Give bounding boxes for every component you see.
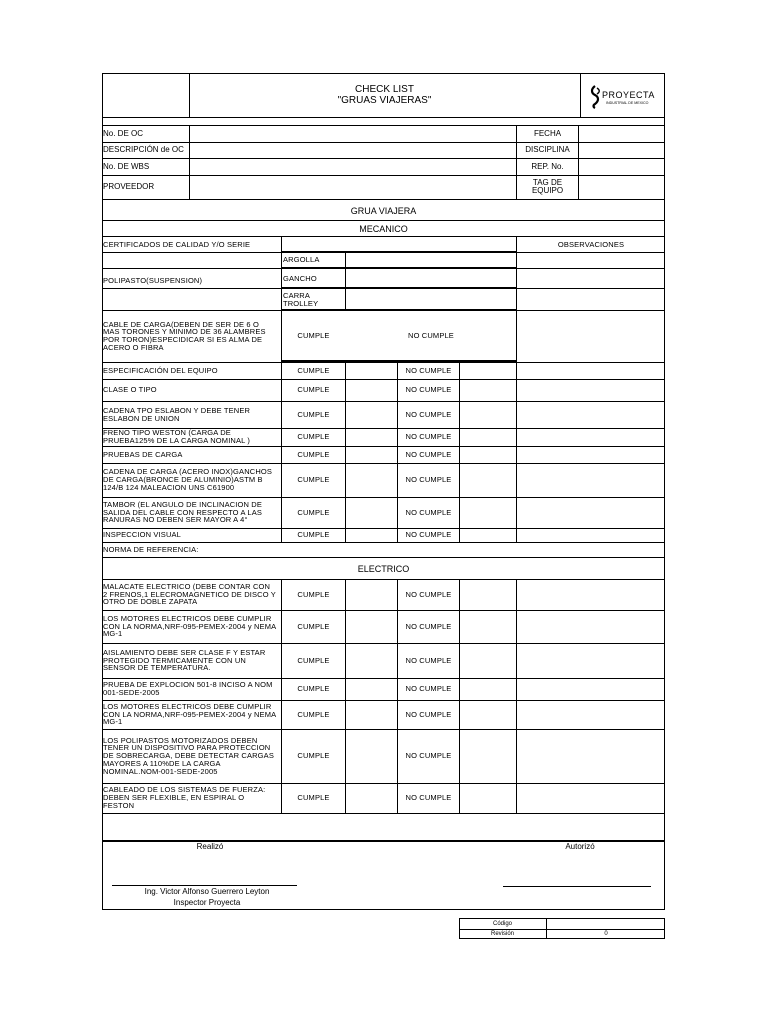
mech-cumple-check[interactable]: [346, 401, 397, 428]
mech-item-label: CADENA TPO ESLABON Y DEBE TENER ESLABON DE UNION: [103, 405, 251, 423]
elec-observaciones[interactable]: [517, 643, 665, 678]
polipasto-label: POLIPASTO(SUSPENSION): [103, 276, 203, 286]
realizo-label: Realizó: [196, 842, 224, 851]
elec-cumple[interactable]: CUMPLE: [297, 793, 330, 803]
logo-subtext: INDUSTRIAL DE MEXICO: [606, 101, 649, 105]
mech-no-cumple-check[interactable]: [460, 463, 516, 497]
proyecta-logo: [589, 83, 659, 111]
mech-observaciones[interactable]: [517, 401, 665, 428]
header-divider-right: [580, 73, 581, 118]
elec-cumple[interactable]: CUMPLE: [297, 751, 330, 761]
mech-cumple-check[interactable]: [346, 446, 397, 463]
carra-trolley-label: CARRA TROLLEY: [283, 290, 319, 308]
elec-no-cumple-check[interactable]: [460, 729, 516, 783]
elec-item-label: LOS POLIPASTOS MOTORIZADOS DEBEN TENER UN DISPOSITIVO PARA PROTECCION DE SOBRECARGA, DEBE DETECTAR CARGAS MAYORES A 110%DE LA CARGA NOMINAL.NOM-001-SEDE-2005: [103, 735, 274, 776]
mech-cumple[interactable]: CUMPLE: [297, 530, 330, 540]
mech-observaciones[interactable]: [517, 379, 665, 401]
mech-observaciones[interactable]: [517, 528, 665, 542]
elec-no-cumple-check[interactable]: [460, 783, 516, 813]
mech-no-cumple[interactable]: NO CUMPLE: [405, 409, 452, 419]
header-bottom-rule: [102, 117, 665, 118]
autorizo-label: Autorizó: [565, 842, 595, 851]
elec-cumple-check[interactable]: [346, 729, 397, 783]
elec-cumple[interactable]: CUMPLE: [297, 621, 330, 631]
autorizo-signature-line: [503, 886, 651, 887]
cable-label: CABLE DE CARGA(DEBEN DE SER DE 6 O MAS TORONES Y MINIMO DE 36 ALAMBRES POR TORON)ESPECIDICAR SI ES ALMA DE ACERO O FIBRA: [103, 319, 266, 352]
codigo-label: Código: [492, 921, 512, 927]
inspector-role: Inspector Proyecta: [173, 897, 241, 907]
mech-observaciones[interactable]: [517, 497, 665, 528]
cable-no-cumple[interactable]: NO CUMPLE: [408, 331, 454, 341]
rep-label: REP. No.: [531, 161, 564, 171]
inspector-name: Ing. Victor Alfonso Guerrero Leyton: [144, 886, 270, 896]
mech-rule-thick-2: [281, 287, 517, 289]
elec-cumple-check[interactable]: [346, 610, 397, 643]
mech-cumple[interactable]: CUMPLE: [297, 365, 330, 375]
desc-field[interactable]: [190, 142, 516, 158]
elec-observaciones[interactable]: [517, 700, 665, 729]
mech-no-cumple-check[interactable]: [460, 401, 516, 428]
mech-no-cumple-check[interactable]: [460, 528, 516, 542]
info-rule-4: [102, 199, 665, 200]
elec-no-cumple[interactable]: NO CUMPLE: [405, 793, 452, 803]
mech-no-cumple-check[interactable]: [460, 362, 516, 379]
elec-item-label: PRUEBA DE EXPLOCION 501-8 INCISO A NOM 001-SEDE-2005: [103, 680, 273, 697]
mech-no-cumple[interactable]: NO CUMPLE: [405, 507, 452, 517]
mech-no-cumple[interactable]: NO CUMPLE: [405, 365, 452, 375]
mech-item-label: PRUEBAS DE CARGA: [103, 449, 183, 459]
mech-cumple-check[interactable]: [346, 379, 397, 401]
elec-no-cumple-check[interactable]: [460, 700, 516, 729]
elec-item-label: MALACATE ELECTRICO (DEBE CONTAR CON 2 FRENOS,1 ELECROMAGNETICO DE DISCO Y OTRO DE DOBLE ZAPATA: [103, 581, 276, 607]
elec-no-cumple[interactable]: NO CUMPLE: [405, 684, 452, 694]
elec-no-cumple-check[interactable]: [460, 643, 516, 678]
elec-observaciones[interactable]: [517, 729, 665, 783]
mech-cumple-check[interactable]: [346, 463, 397, 497]
mecanico-section-title: MECANICO: [359, 223, 408, 234]
mech-no-cumple-check[interactable]: [460, 497, 516, 528]
logo-wordmark: PROYECTA: [602, 90, 655, 100]
elec-cumple[interactable]: CUMPLE: [297, 589, 330, 599]
fecha-label: FECHA: [533, 129, 562, 138]
mech-observaciones[interactable]: [517, 463, 665, 497]
disciplina-field[interactable]: [579, 142, 665, 158]
wbs-field[interactable]: [190, 158, 516, 175]
form-title-line2: "GRUAS VIAJERAS": [337, 95, 432, 106]
mech-item-label: FRENO TIPO WESTON (CARGA DE PRUEBA125% DE LA CARGA NOMINAL ): [103, 428, 251, 445]
mech-item-label: INSPECCION VISUAL: [103, 530, 181, 540]
cable-cumple[interactable]: CUMPLE: [297, 331, 330, 341]
elec-no-cumple[interactable]: NO CUMPLE: [405, 709, 452, 719]
oc-field[interactable]: [190, 126, 516, 142]
mech-cumple[interactable]: CUMPLE: [297, 507, 330, 517]
elec-cumple-check[interactable]: [346, 783, 397, 813]
mech-no-cumple-check[interactable]: [460, 428, 516, 446]
elec-item-label: CABLEADO DE LOS SISTEMAS DE FUERZA: DEBEN SER FLEXIBLE, EN ESPIRAL O FESTON: [103, 785, 266, 810]
gancho-label: GANCHO: [283, 273, 317, 283]
proveedor-field[interactable]: [190, 175, 516, 199]
elec-cumple[interactable]: CUMPLE: [297, 684, 330, 694]
mech-no-cumple[interactable]: NO CUMPLE: [405, 475, 452, 485]
elec-no-cumple-check[interactable]: [460, 678, 516, 700]
mech-no-cumple-check[interactable]: [460, 446, 516, 463]
elec-cumple[interactable]: CUMPLE: [297, 655, 330, 665]
disciplina-label: DISCIPLINA: [525, 145, 570, 154]
elec-no-cumple[interactable]: NO CUMPLE: [405, 751, 452, 761]
proveedor-label: PROVEEDOR: [103, 182, 155, 191]
argolla-label: ARGOLLA: [283, 255, 320, 265]
mech-cumple-check[interactable]: [346, 428, 397, 446]
grua-section-title: GRUA VIAJERA: [350, 206, 417, 216]
mech-cumple-check[interactable]: [346, 528, 397, 542]
elec-observaciones[interactable]: [517, 783, 665, 813]
oc-label: No. DE OC: [103, 129, 144, 138]
tag-label: TAG DE EQUIPO: [531, 178, 564, 195]
mech-item-label: TAMBOR (EL ANGULO DE INCLINACION DE SALIDA DEL CABLE CON RESPECTO A LAS RANURAS NO DEBEN SER MAYOR A 4°: [103, 499, 263, 525]
mech-no-cumple-check[interactable]: [460, 379, 516, 401]
mech-divider-c: [345, 252, 346, 310]
mech-observaciones[interactable]: [517, 362, 665, 379]
mech-item-label: CLASE O TIPO: [103, 385, 157, 395]
desc-label: DESCRIPCIÓN de OC: [103, 145, 184, 154]
elec-item-label: LOS MOTORES ELECTRICOS DEBE CUMPLIR CON LA NORMA,NRF-095-PEMEX-2004 y NEMA MG-1: [103, 701, 277, 727]
revision-label: Revisión: [490, 931, 514, 937]
mech-item-label: CADENA DE CARGA (ACERO INOX)GANCHOS DE CARGA(BRONCE DE ALUMINIO)ASTM B 124/B 124 MALEACION UNS C61900: [103, 467, 273, 492]
mech-observaciones[interactable]: [517, 446, 665, 463]
elec-no-cumple[interactable]: NO CUMPLE: [405, 589, 452, 599]
elec-observaciones[interactable]: [517, 678, 665, 700]
tag-field[interactable]: [579, 175, 665, 199]
mech-cumple[interactable]: CUMPLE: [297, 432, 330, 442]
elec-no-cumple-check[interactable]: [460, 579, 516, 610]
elec-no-cumple[interactable]: NO CUMPLE: [405, 655, 452, 665]
mech-cumple-check[interactable]: [346, 497, 397, 528]
mech-cumple[interactable]: CUMPLE: [297, 449, 330, 459]
elec-cumple-check[interactable]: [346, 678, 397, 700]
elec-cumple[interactable]: CUMPLE: [297, 709, 330, 719]
mech-cumple[interactable]: CUMPLE: [297, 475, 330, 485]
elec-no-cumple[interactable]: NO CUMPLE: [405, 621, 452, 631]
mech-rule-thick-3: [281, 309, 517, 311]
fecha-field[interactable]: [579, 126, 665, 142]
elec-cumple-check[interactable]: [346, 643, 397, 678]
form-title-line1: CHECK LIST: [355, 84, 414, 95]
elec-observaciones[interactable]: [517, 610, 665, 643]
revision-value: 0: [604, 931, 608, 937]
mech-no-cumple[interactable]: NO CUMPLE: [405, 385, 452, 395]
mech-item-label: ESPECIFICACIÓN DEL EQUIPO: [103, 365, 218, 375]
elec-item-label: LOS MOTORES ELECTRICOS DEBE CUMPLIR CON LA NORMA,NRF-095-PEMEX-2004 y NEMA MG-1: [103, 613, 277, 639]
mech-observaciones[interactable]: [517, 428, 665, 446]
elec-observaciones[interactable]: [517, 579, 665, 610]
mech-no-cumple[interactable]: NO CUMPLE: [405, 449, 452, 459]
rep-field[interactable]: [579, 158, 665, 175]
mech-cumple[interactable]: CUMPLE: [297, 409, 330, 419]
elec-item-label: AISLAMIENTO DEBE SER CLASE F Y ESTAR PROTEGIDO TERMICAMENTE CON UN SENSOR DE TEMPERATURA.: [103, 647, 266, 673]
electrico-section-title: ELECTRICO: [357, 563, 410, 574]
elec-cumple-check[interactable]: [346, 579, 397, 610]
mech-rule-12: [102, 542, 665, 543]
observaciones-header: OBSERVACIONES: [557, 239, 625, 249]
elec-cumple-check[interactable]: [346, 700, 397, 729]
cert-label: CERTIFICADOS DE CALIDAD Y/O SERIE: [103, 239, 251, 249]
norma-label: NORMA DE REFERENCIA:: [103, 545, 199, 555]
codigo-value: [547, 919, 665, 929]
mech-cumple-check[interactable]: [346, 362, 397, 379]
mech-no-cumple[interactable]: NO CUMPLE: [405, 530, 452, 540]
elec-no-cumple-check[interactable]: [460, 610, 516, 643]
mech-rule-13: [102, 557, 665, 558]
elec-rule-7: [102, 813, 665, 814]
mech-no-cumple[interactable]: NO CUMPLE: [405, 432, 452, 442]
wbs-label: No. DE WBS: [103, 161, 150, 171]
mech-cumple[interactable]: CUMPLE: [297, 385, 330, 395]
mech-rule-thick-1: [281, 267, 517, 269]
mech-rule-thick-0: [281, 251, 517, 253]
